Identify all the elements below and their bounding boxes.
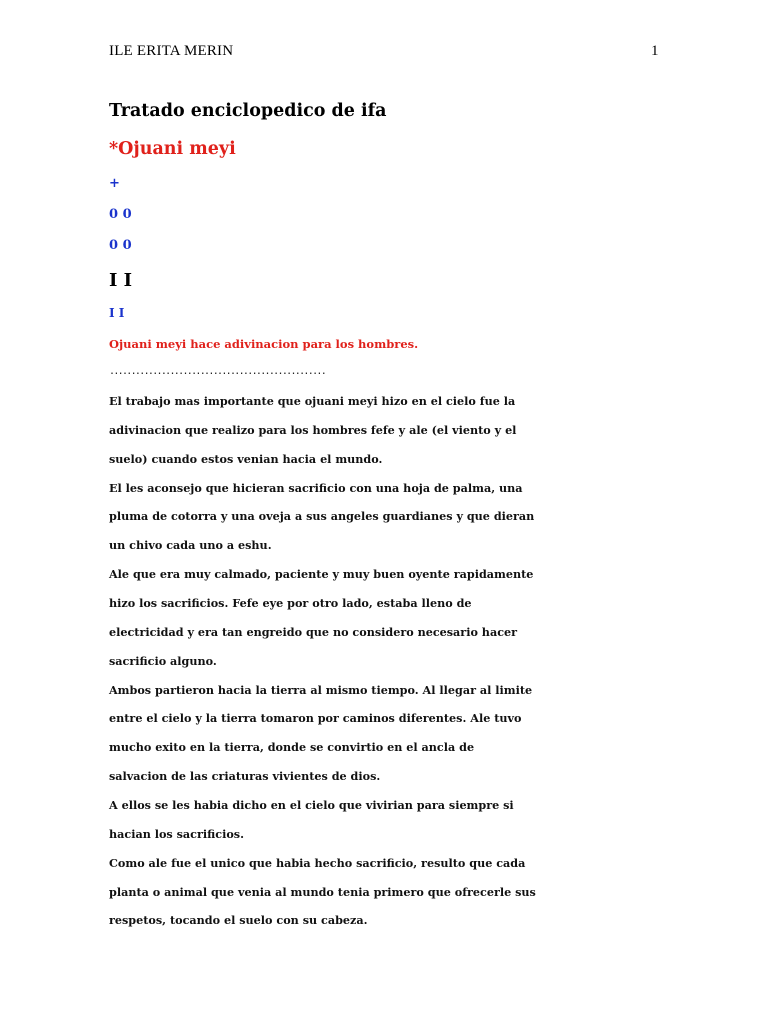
body-line: El les aconsejo que hicieran sacrificio con una hoja de palma, una [109,480,523,495]
section-heading: Ojuani meyi hace adivinacion para los hombres. [109,337,419,351]
header-author: ILE ERITA MERIN [109,43,234,59]
body-line: respetos, tocando el suelo con su cabeza. [109,913,368,928]
body-line: un chivo cada uno a eshu. [109,538,272,553]
body-line: hizo los sacrificios. Fefe eye por otro lado, estaba lleno de [109,596,472,610]
body-line: mucho exito en la tierra, donde se convirtio en el ancla de [109,740,475,755]
sign-large: I I [109,270,133,291]
body-line: Como ale fue el unico que habia hecho sacrificio, resulto que cada [109,855,526,870]
sign-line-2: 0 0 [109,238,132,253]
body-line: pluma de cotorra y una oveja a sus angeles guardianes y que dieran [109,509,535,524]
sign-plus: + [109,176,120,191]
body-line: Ale que era muy calmado, paciente y muy buen oyente rapidamente [109,567,534,582]
document-title: Tratado enciclopedico de ifa [109,101,387,121]
page-number: 1 [651,43,659,59]
sign-small: I I [109,306,125,320]
body-line: planta o animal que venia al mundo tenia primero que ofrecerle sus [109,884,536,899]
body-line: sacrificio alguno. [109,653,217,668]
body-line: salvacion de las criaturas vivientes de dios. [109,769,381,783]
body-line: Ambos partieron hacia la tierra al mismo tiempo. Al llegar al limite [109,682,533,697]
body-line: entre el cielo y la tierra tomaron por caminos diferentes. Ale tuvo [109,711,522,726]
body-line: suelo) cuando estos venian hacia el mundo. [109,451,383,466]
body-line: electricidad y era tan engreido que no considero necesario hacer [109,624,518,639]
body-line: adivinacion que realizo para los hombres fefe y ale (el viento y el [109,422,517,437]
document-subtitle: *Ojuani meyi [109,139,236,159]
separator: .................................................. [109,366,326,377]
body-line: El trabajo mas importante que ojuani meyi hizo en el cielo fue la [109,394,516,408]
body-line: hacian los sacrificios. [109,826,244,841]
sign-line-1: 0 0 [109,207,132,222]
body-line: A ellos se les habia dicho en el cielo que vivirian para siempre si [109,797,514,812]
